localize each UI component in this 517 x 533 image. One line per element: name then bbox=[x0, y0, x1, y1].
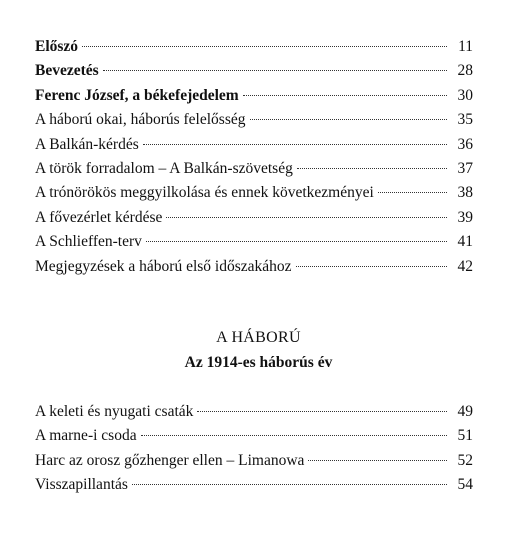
toc-entry bbox=[35, 255, 473, 279]
toc-entry bbox=[35, 230, 473, 254]
toc-entry-page-number: 39 bbox=[457, 208, 473, 226]
toc-entry bbox=[35, 206, 473, 230]
dot-leader bbox=[166, 217, 447, 218]
toc-entry-page-number: 49 bbox=[457, 403, 473, 420]
toc-entry bbox=[35, 400, 473, 424]
toc-entry bbox=[35, 473, 473, 497]
toc-entry-page-number: 35 bbox=[457, 111, 473, 129]
toc-entry bbox=[35, 84, 473, 108]
toc-entry-title: A Schlieffen-terv bbox=[35, 233, 142, 251]
toc-entry-page-number: 30 bbox=[457, 86, 473, 104]
toc-entry-title: A háború okai, háborús felelősség bbox=[35, 111, 246, 129]
toc-entry-page-number: 38 bbox=[457, 184, 473, 202]
toc-entry-title: A török forradalom – A Balkán-szövetség bbox=[35, 159, 293, 177]
toc-list-front-matter bbox=[35, 35, 473, 279]
toc-entry-title: A trónörökös meggyilkolása és ennek következményei bbox=[35, 184, 374, 202]
toc-entry-title: A keleti és nyugati csaták bbox=[35, 403, 194, 420]
section-title: A HÁBORÚ bbox=[216, 329, 301, 346]
toc-entry-title: Harc az orosz gőzhenger ellen – Limanowa bbox=[35, 451, 305, 469]
dot-leader bbox=[82, 46, 447, 47]
toc-entry-page-number: 36 bbox=[457, 135, 473, 153]
toc-entry-page-number: 51 bbox=[457, 427, 473, 445]
toc-entry-title: Bevezetés bbox=[35, 62, 99, 80]
toc-entry bbox=[35, 157, 473, 181]
dot-leader bbox=[197, 411, 447, 412]
dot-leader bbox=[243, 95, 447, 96]
toc-entry-title: A fővezérlet kérdése bbox=[35, 208, 163, 226]
dot-leader bbox=[378, 192, 447, 193]
toc-entry-title: Visszapillantás bbox=[35, 476, 128, 494]
toc-entry bbox=[35, 108, 473, 132]
toc-entry-title: Előszó bbox=[35, 38, 79, 55]
toc-entry-page-number: 52 bbox=[457, 451, 473, 469]
toc-entry-page-number: 41 bbox=[457, 233, 473, 251]
toc-entry-title: Megjegyzések a háború első időszakához bbox=[35, 257, 292, 275]
toc-entry-title: A marne-i csoda bbox=[35, 427, 137, 445]
toc-entry bbox=[35, 59, 473, 83]
toc-entry-page-number: 11 bbox=[458, 38, 473, 55]
dot-leader bbox=[250, 119, 448, 120]
section-subtitle: Az 1914-es háborús év bbox=[184, 354, 333, 371]
toc-entry bbox=[35, 181, 473, 205]
toc-entry-title: Ferenc József, a békefejedelem bbox=[35, 86, 239, 104]
toc-entry-title: A Balkán-kérdés bbox=[35, 135, 139, 153]
toc-entry bbox=[35, 424, 473, 448]
dot-leader bbox=[146, 241, 447, 242]
dot-leader bbox=[308, 460, 447, 461]
dot-leader bbox=[132, 484, 447, 485]
dot-leader bbox=[103, 70, 447, 71]
toc-entry bbox=[35, 449, 473, 473]
toc-entry-page-number: 28 bbox=[457, 62, 473, 80]
dot-leader bbox=[141, 435, 447, 436]
toc-entry-page-number: 37 bbox=[457, 159, 473, 177]
dot-leader bbox=[297, 168, 447, 169]
toc-entry bbox=[35, 35, 473, 59]
toc-entry-page-number: 54 bbox=[457, 476, 473, 494]
dot-leader bbox=[296, 266, 447, 267]
toc-list-war-1914 bbox=[35, 400, 473, 498]
toc-entry-page-number: 42 bbox=[457, 257, 473, 275]
dot-leader bbox=[143, 144, 447, 145]
toc-entry bbox=[35, 133, 473, 157]
